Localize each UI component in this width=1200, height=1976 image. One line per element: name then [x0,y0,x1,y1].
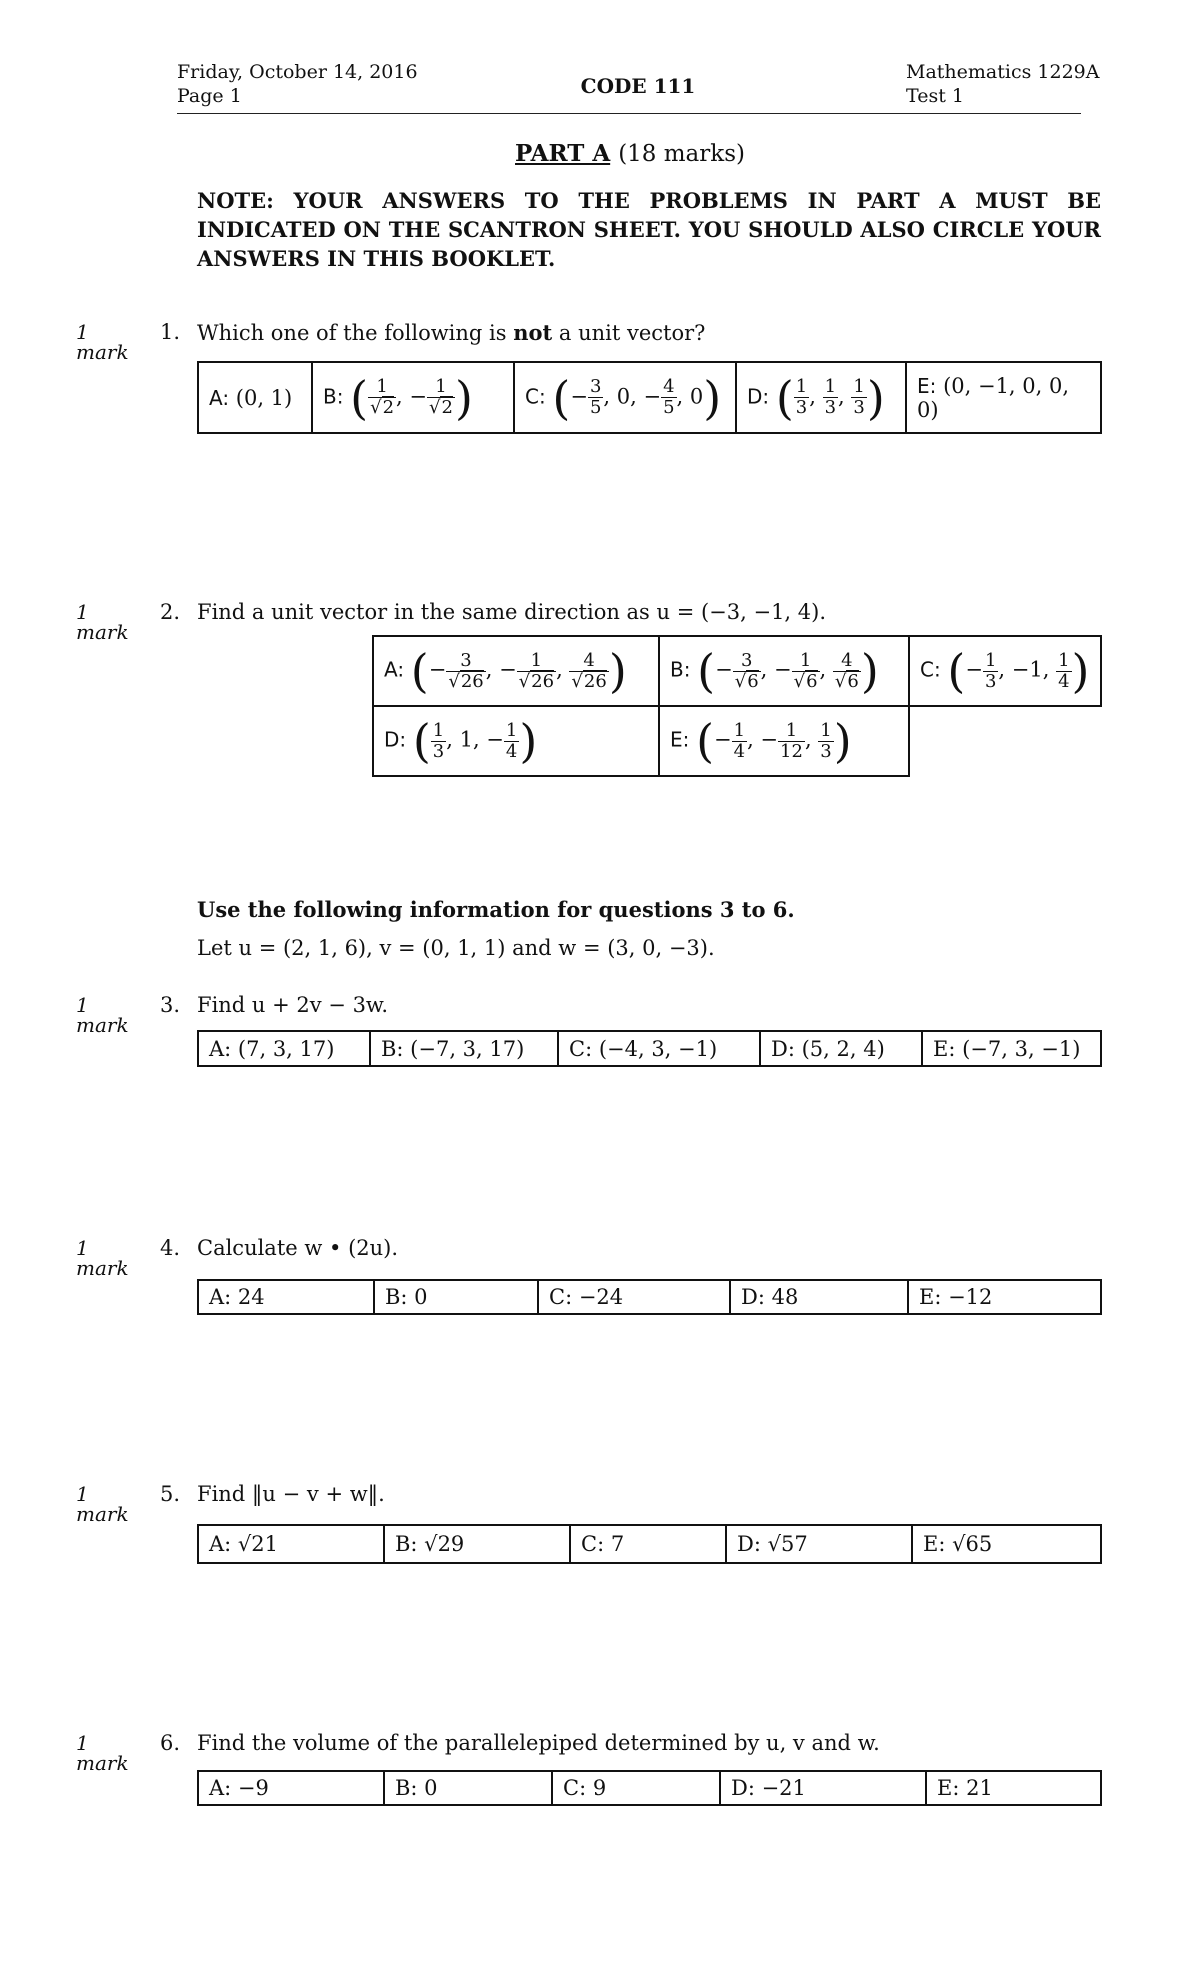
question-text-q5: Find ‖u − v + w‖. [197,1482,385,1506]
question-text-q3: Find u + 2v − 3w. [197,993,389,1017]
option-b[interactable]: B: √29 [384,1525,570,1563]
option-d[interactable]: D: (5, 2, 4) [760,1031,922,1066]
option-d[interactable]: D: ( $\frac{1}{3}$ , $\frac{1}{3}$ , $\frac{1}{3}$ ) [736,362,906,433]
part-title [0,140,1200,167]
question-number-q6: 6. [160,1731,181,1755]
answer-options-q5 [197,1524,1102,1564]
option-e[interactable]: E: −12 [908,1280,1101,1314]
option-e[interactable]: E: (−7, 3, −1) [922,1031,1101,1066]
option-b[interactable]: B: (− $\frac{3}{√6}$ , − $\frac{1}{√6}$ , $\frac{4}{√6}$ ) [659,636,909,706]
option-e[interactable]: E: √65 [912,1525,1101,1563]
option-e[interactable]: E: (− $\frac{1}{4}$ , − $\frac{1}{12}$ , $\frac{1}{3}$ ) [659,706,909,776]
option-e[interactable]: E: 21 [926,1771,1101,1805]
option-a[interactable]: A: −9 [198,1771,384,1805]
option-d[interactable]: D: ( $\frac{1}{3}$ , 1, − $\frac{1}{4}$ ) [373,706,659,776]
option-a[interactable]: A: (− $\frac{3}{√26}$ , − $\frac{1}{√26}$ , $\frac{4}{√26}$ ) [373,636,659,706]
option-c[interactable]: C: 9 [552,1771,720,1805]
question-text-q4: Calculate w • (2u). [197,1236,399,1260]
part-name: PART A [515,140,611,167]
mark-label-q3: 1 mark [76,993,129,1037]
question-text-q2: Find a unit vector in the same direction as u = (−3, −1, 4). [197,600,827,624]
option-c[interactable]: C: 7 [570,1525,726,1563]
option-d[interactable]: D: 48 [730,1280,908,1314]
option-b[interactable]: B: 0 [374,1280,538,1314]
mark-label-q1: 1 mark [76,320,129,364]
header-page: Page 1 [177,85,242,107]
option-c[interactable]: C: (− $\frac{1}{3}$ , −1, $\frac{1}{4}$ ) [909,636,1101,706]
option-d[interactable]: D: −21 [720,1771,926,1805]
answer-options-q1 [197,361,1102,434]
option-b[interactable]: B: 0 [384,1771,552,1805]
mark-label-q5: 1 mark [76,1482,129,1526]
answer-options-q2 [372,635,1102,777]
option-a[interactable]: A: (0, 1) [198,362,312,433]
mark-label-q4: 1 mark [76,1236,129,1280]
info-heading: Use the following information for questions 3 to 6. [197,897,795,922]
answer-options-q6 [197,1770,1102,1806]
mark-label-q6: 1 mark [76,1731,129,1775]
question-number-q1: 1. [160,320,181,344]
option-a[interactable]: A: (7, 3, 17) [198,1031,370,1066]
mark-label-q2: 1 mark [76,600,129,644]
option-b[interactable]: B: ( $\frac{1}{√2}$ , − $\frac{1}{√2}$ ) [312,362,514,433]
option-e[interactable]: E: (0, −1, 0, 0, 0) [906,362,1101,433]
question-text-q1: Which one of the following is not a unit vector? [197,320,706,345]
header-date: Friday, October 14, 2016 [177,61,418,83]
option-c[interactable]: C: (−4, 3, −1) [558,1031,760,1066]
header-right [906,60,1099,108]
option-a[interactable]: A: √21 [198,1525,384,1563]
header-rule [177,113,1081,114]
info-given: Let u = (2, 1, 6), v = (0, 1, 1) and w = (3, 0, −3). [197,936,715,960]
option-d[interactable]: D: √57 [726,1525,912,1563]
header-test: Test 1 [906,85,964,107]
question-number-q2: 2. [160,600,181,624]
header-course: Mathematics 1229A [906,61,1100,83]
option-c[interactable]: C: (− $\frac{3}{5}$ , 0, − $\frac{4}{5}$ , 0) [514,362,736,433]
header-code: CODE 111 [580,74,696,98]
option-a[interactable]: A: 24 [198,1280,374,1314]
option-c[interactable]: C: −24 [538,1280,730,1314]
question-text-q6: Find the volume of the parallelepiped determined by u, v and w. [197,1731,880,1755]
option-b[interactable]: B: (−7, 3, 17) [370,1031,558,1066]
question-number-q5: 5. [160,1482,181,1506]
instructions-note: NOTE: YOUR ANSWERS TO THE PROBLEMS IN PART A MUST BE INDICATED ON THE SCANTRON SHEET. YOU SHOULD ALSO CIRCLE YOUR ANSWERS IN THIS BOOKLET. [197,188,1101,271]
part-marks: (18 marks) [618,141,745,167]
answer-options-q4 [197,1279,1102,1315]
question-number-q3: 3. [160,993,181,1017]
question-number-q4: 4. [160,1236,181,1260]
empty-cell [909,706,1101,776]
answer-options-q3 [197,1030,1102,1067]
